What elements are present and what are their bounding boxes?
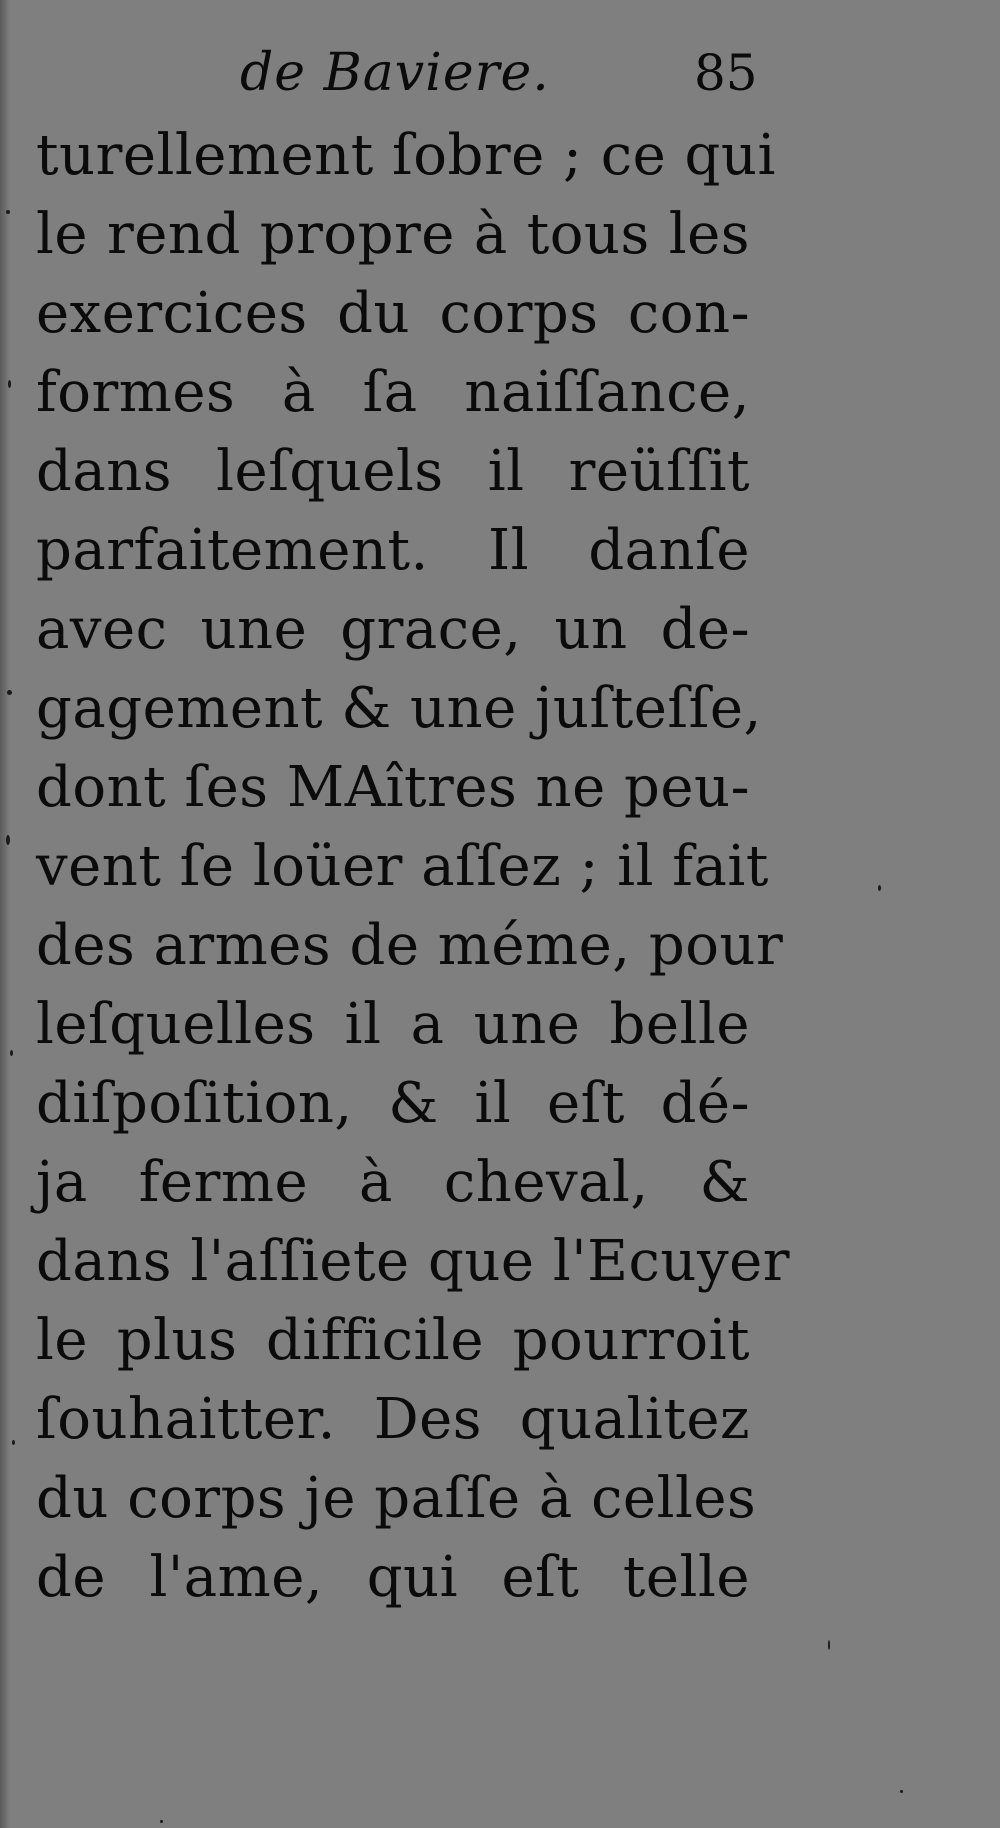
text-line: dans leſquels il reüſſit (36, 439, 750, 504)
scan-speck (12, 1440, 15, 1445)
text-line: le plus difficile pourroit (36, 1308, 750, 1373)
running-title: de Baviere. (240, 43, 550, 103)
scan-speck (900, 1790, 903, 1793)
text-line: dans l'aſſiete que l'Ecuyer (36, 1229, 790, 1294)
text-line: formes à ſa naiſſance, (36, 360, 750, 425)
text-line: du corps je paſſe à celles (36, 1466, 757, 1531)
text-line: le rend propre à tous les (36, 202, 750, 267)
text-line: vent ſe loüer aſſez ; il fait (36, 834, 769, 899)
text-line: de l'ame, qui eſt telle (36, 1545, 750, 1610)
text-line: leſquelles il a une belle (36, 992, 750, 1057)
text-line: parfaitement. Il danſe (36, 518, 750, 583)
page-edge-shadow (0, 0, 10, 1828)
scan-speck (6, 835, 10, 845)
scan-speck (828, 1640, 830, 1650)
scan-speck (10, 1050, 13, 1056)
scan-speck (7, 690, 12, 695)
scan-speck (878, 885, 881, 891)
body-text (36, 116, 790, 1617)
text-line: diſpoſition, & il eſt dé- (36, 1071, 750, 1136)
scan-speck (160, 1820, 163, 1823)
text-line: avec une grace, un de- (36, 597, 750, 662)
text-line: exercices du corps con- (36, 281, 750, 346)
text-line: dont ſes MAîtres ne peu- (36, 755, 750, 820)
text-line: ja ferme à cheval, & (36, 1150, 750, 1215)
text-line: des armes de méme, pour (36, 913, 784, 978)
page-number: 85 (694, 44, 758, 102)
text-line: turellement ſobre ; ce qui (36, 123, 776, 188)
text-line: gagement & une juſteſſe, (36, 676, 762, 741)
page-header (0, 38, 760, 108)
text-line: ſouhaitter. Des qualitez (36, 1387, 750, 1452)
scan-speck (6, 210, 10, 214)
scan-speck (8, 380, 11, 388)
